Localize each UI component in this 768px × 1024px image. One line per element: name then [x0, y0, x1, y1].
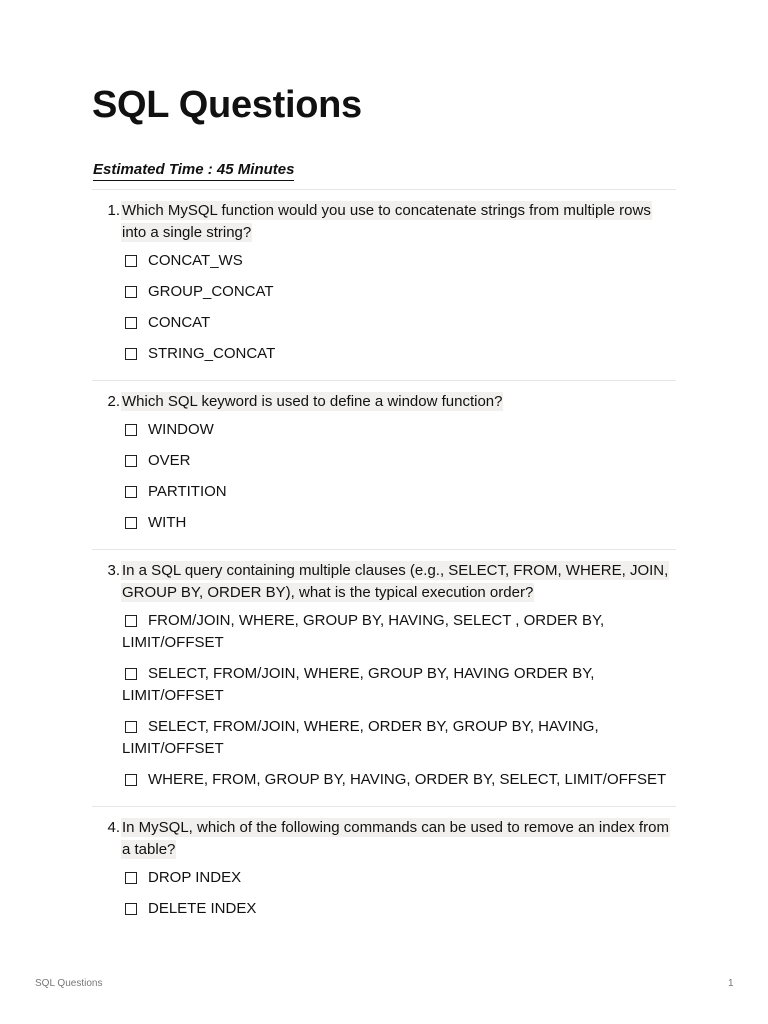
question-number: 1. — [107, 202, 120, 219]
option-item[interactable]: DROP INDEX — [92, 867, 676, 889]
checkbox[interactable] — [125, 668, 137, 680]
question-4 — [92, 806, 676, 935]
option-item[interactable]: CONCAT — [92, 312, 676, 334]
checkbox[interactable] — [125, 872, 137, 884]
question-number: 4. — [107, 819, 120, 836]
checkbox[interactable] — [125, 721, 137, 733]
checkbox[interactable] — [125, 486, 137, 498]
checkbox[interactable] — [125, 424, 137, 436]
checkbox[interactable] — [125, 455, 137, 467]
question-number: 3. — [107, 562, 120, 579]
option-item[interactable]: WHERE, FROM, GROUP BY, HAVING, ORDER BY, SELECT, LIMIT/OFFSET — [92, 769, 676, 791]
option-item[interactable]: OVER — [92, 450, 676, 472]
checkbox[interactable] — [125, 903, 137, 915]
option-item[interactable]: PARTITION — [92, 481, 676, 503]
question-2 — [92, 380, 676, 549]
option-item[interactable]: STRING_CONCAT — [92, 343, 676, 365]
checkbox[interactable] — [125, 517, 137, 529]
checkbox[interactable] — [125, 317, 137, 329]
checkbox[interactable] — [125, 286, 137, 298]
checkbox[interactable] — [125, 774, 137, 786]
checkbox[interactable] — [125, 615, 137, 627]
page-number: 1 — [728, 978, 734, 989]
page-title: SQL Questions — [92, 84, 362, 126]
question-text: In MySQL, which of the following commands can be used to remove an index from a table? — [122, 819, 669, 858]
option-item[interactable]: FROM/JOIN, WHERE, GROUP BY, HAVING, SELECT , ORDER BY, LIMIT/OFFSET — [122, 612, 605, 651]
option-item[interactable]: GROUP_CONCAT — [92, 281, 676, 303]
option-item[interactable]: WINDOW — [92, 419, 676, 441]
option-item[interactable]: SELECT, FROM/JOIN, WHERE, ORDER BY, GROUP BY, HAVING, LIMIT/OFFSET — [122, 718, 599, 757]
option-item[interactable]: WITH — [92, 512, 676, 534]
question-text: Which SQL keyword is used to define a window function? — [122, 393, 503, 410]
question-number: 2. — [107, 393, 120, 410]
question-1 — [92, 189, 676, 380]
option-item[interactable]: DELETE INDEX — [92, 898, 676, 920]
option-item[interactable]: SELECT, FROM/JOIN, WHERE, GROUP BY, HAVING ORDER BY, LIMIT/OFFSET — [122, 665, 595, 704]
question-3 — [92, 549, 676, 806]
question-list — [92, 189, 676, 935]
footer-title: SQL Questions — [35, 978, 103, 989]
question-text: Which MySQL function would you use to concatenate strings from multiple rows into a single string? — [122, 202, 651, 241]
estimated-time: Estimated Time : 45 Minutes — [93, 160, 294, 181]
option-item[interactable]: CONCAT_WS — [92, 250, 676, 272]
question-text: In a SQL query containing multiple clauses (e.g., SELECT, FROM, WHERE, JOIN, GROUP BY, ORDER BY), what is the typical execution order? — [122, 562, 669, 601]
checkbox[interactable] — [125, 255, 137, 267]
checkbox[interactable] — [125, 348, 137, 360]
